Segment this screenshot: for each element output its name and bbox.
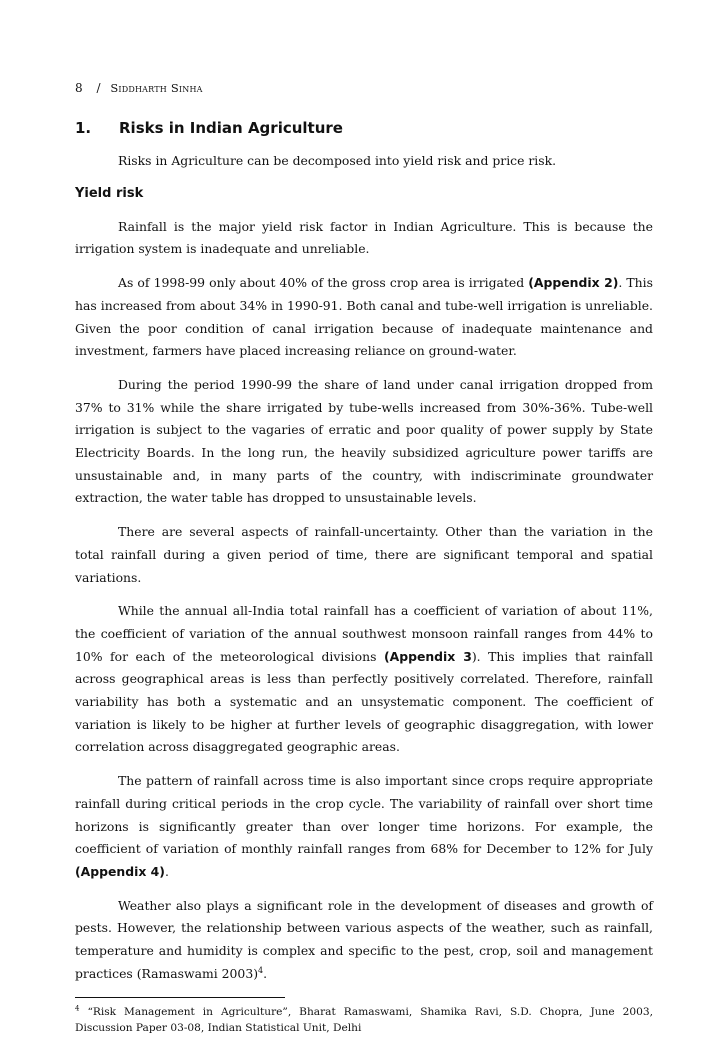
section-title: Risks in Indian Agriculture xyxy=(119,119,343,137)
paragraph-6-text-b: . xyxy=(164,863,169,879)
footnote-divider xyxy=(75,997,285,998)
running-head-author: Siddharth Sinha xyxy=(110,81,203,95)
intro-paragraph: Risks in Agriculture can be decomposed into yield risk and price risk. xyxy=(118,153,557,168)
appendix-2-reference: (Appendix 2) xyxy=(528,275,619,291)
paragraph-2 xyxy=(75,272,653,363)
paragraph-1: Rainfall is the major yield risk factor in Indian Agriculture. This is because the irrigation system is inadequate and unreliable. xyxy=(75,218,653,257)
footnote-text: “Risk Management in Agriculture”, Bharat Ramaswami, Shamika Ravi, S.D. Chopra, June 2003, Discussion Paper 03-08, Indian Statistical Unit, Delhi xyxy=(75,1005,653,1034)
paragraph-5-text-a: While the annual all-India total rainfall has a coefficient of variation of about 11%, the coefficient of variation of the annual southwest monsoon rainfall ranges from 44% to 10% for each of the meteorological divisions xyxy=(75,603,653,664)
paragraph-7-text-b: . xyxy=(263,965,268,981)
paragraph-7-text-a: Weather also plays a significant role in the development of diseases and growth of pests. However, the relationship between various aspects of the weather, such as rainfall, temperature and humidity is complex and specific to the pest, crop, soil and management practices (Ramaswami 2003) xyxy=(75,897,653,981)
footnote-marker: 4 xyxy=(258,965,264,975)
page-number: 8 xyxy=(75,81,83,95)
running-head-separator: / xyxy=(96,81,101,95)
subheading-yield-risk: Yield risk xyxy=(75,185,144,201)
paragraph-6-text-a: The pattern of rainfall across time is also important since crops require appropriate rainfall during critical periods in the crop cycle. The variability of rainfall over short time horizons is significantly greater than over longer time horizons. For example, the coefficient of variation of monthly rainfall ranges from 68% for December to 12% for July xyxy=(75,773,653,857)
paragraph-5 xyxy=(75,600,653,759)
footnote xyxy=(75,1004,653,1037)
paragraph-3: During the period 1990-99 the share of land under canal irrigation dropped from 37% to 31% while the share irrigated by tube-wells increased from 30%-36%. Tube-well irrigation is subject to the vagaries of erratic and poor quality of power supply by State Electricity Boards. In the long run, the heavily subsidized agriculture power tariffs are unsustainable and, in many parts of the country, with indiscriminate groundwater extraction, the water table has dropped to unsustainable levels. xyxy=(75,376,653,506)
paragraph-2-text-b: . This has increased from about 34% in 1990-91. Both canal and tube-well irrigation is unreliable. Given the poor condition of canal irrigation because of inadequate maintenance and investment, farmers have placed increasing reliance on ground-water. xyxy=(75,275,653,359)
paragraph-7 xyxy=(75,895,653,986)
running-head xyxy=(75,80,653,96)
appendix-3-reference: (Appendix 3 xyxy=(383,648,472,664)
section-heading xyxy=(75,118,653,138)
appendix-4-reference: (Appendix 4) xyxy=(75,863,165,879)
footnote-number: 4 xyxy=(75,1003,80,1012)
section-number: 1. xyxy=(75,119,92,137)
paragraph-2-text-a: As of 1998-99 only about 40% of the gross crop area is irrigated xyxy=(118,275,529,291)
paragraph-4: There are several aspects of rainfall-uncertainty. Other than the variation in the total rainfall during a given period of time, there are significant temporal and spatial variations. xyxy=(75,524,653,585)
paragraph-6 xyxy=(75,770,653,884)
paragraph-5-text-b: ). This implies that rainfall across geographical areas is less than perfectly positively correlated. Therefore, rainfall variability has both a systematic and an unsystematic component. The coefficient of variation is likely to be higher at further levels of geographic disaggregation, with lower correlation across disaggregated geographic areas. xyxy=(75,648,653,755)
